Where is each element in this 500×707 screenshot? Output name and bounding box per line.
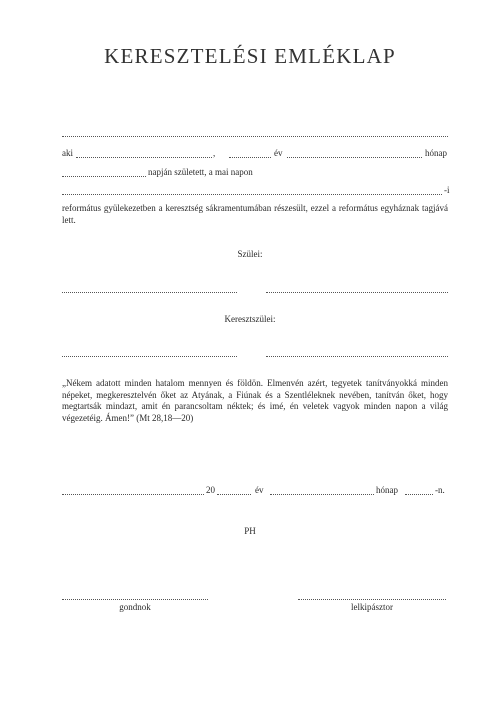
godparent-1-field-line[interactable] xyxy=(62,356,237,357)
szulei-label: Szülei: xyxy=(237,249,263,259)
date-ev-label: év xyxy=(255,485,264,495)
parent-1-field-line[interactable] xyxy=(62,292,237,293)
napjan-label: napján született, a mai napon xyxy=(148,167,253,177)
date-year-field-line[interactable] xyxy=(217,494,251,495)
congregation-field-line[interactable] xyxy=(62,194,442,195)
honap-label: hónap xyxy=(425,148,447,158)
aki-label: aki xyxy=(62,148,73,158)
gondnok-label: gondnok xyxy=(119,602,151,612)
date-n-label: -n. xyxy=(435,485,445,495)
aki-field-line[interactable] xyxy=(76,157,212,158)
date-day-field-line[interactable] xyxy=(405,494,433,495)
lelkipasztor-signature-line[interactable] xyxy=(298,599,446,600)
gondnok-signature-line[interactable] xyxy=(62,599,208,600)
birth-month-field-line[interactable] xyxy=(287,157,422,158)
i-suffix-label: -i xyxy=(444,185,450,195)
ev-label: év xyxy=(274,148,283,158)
date-month-field-line[interactable] xyxy=(270,494,374,495)
comma-text: , xyxy=(213,148,216,158)
name-field-line[interactable] xyxy=(62,136,448,137)
keresztszulei-label: Keresztszülei: xyxy=(224,314,276,324)
reformatus-text: református gyülekezetben a keresztség sákramentumában részesült, ezzel a református egyháznak tagjává lett. xyxy=(62,203,448,225)
document-title: KERESZTELÉSI EMLÉKLAP xyxy=(104,44,396,68)
ph-stamp-label: PH xyxy=(244,526,256,536)
place-field-line[interactable] xyxy=(62,494,204,495)
lelkipasztor-label: lelkipásztor xyxy=(351,602,393,612)
bible-quote: „Nékem adatott minden hatalom mennyen és földön. Elmenvén azért, tegyetek tanítványokká minden népeket, megkeresztelvén őket az Atyának, a Fiúnak és a Szentléleknek nevében, tanítván őket, hogy megtartsák mindazt, amit én parancsoltam néktek; és imé, én veletek vagyok minden napon a világ végezetéig. Ámen!” (Mt 28,18—20) xyxy=(62,378,448,423)
date-year-prefix: 20 xyxy=(206,485,215,495)
godparent-2-field-line[interactable] xyxy=(266,356,448,357)
birth-day-field-line[interactable] xyxy=(62,176,146,177)
birth-year-field-line[interactable] xyxy=(229,157,271,158)
date-honap-label: hónap xyxy=(376,485,398,495)
parent-2-field-line[interactable] xyxy=(266,292,448,293)
